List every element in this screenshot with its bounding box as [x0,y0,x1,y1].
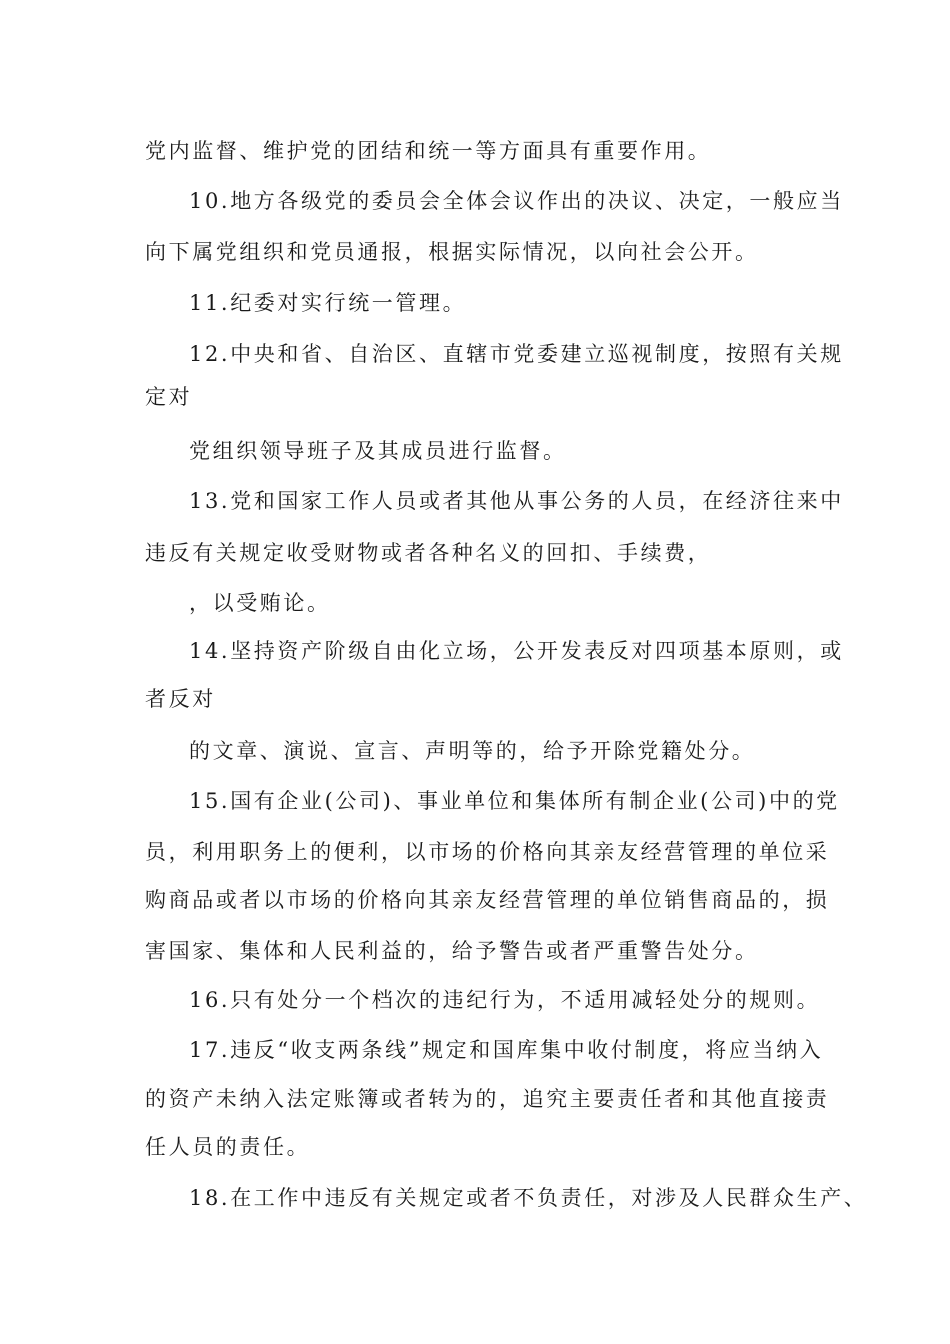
text-line: 10.地方各级党的委员会全体会议作出的决议、决定，一般应当 [189,189,844,213]
text-line: 定对 [145,385,193,409]
text-line: 14.坚持资产阶级自由化立场，公开发表反对四项基本原则，或 [189,639,844,663]
text-line: 害国家、集体和人民利益的，给予警告或者严重警告处分。 [145,939,759,963]
text-line: 党内监督、维护党的团结和统一等方面具有重要作用。 [145,139,712,163]
text-line: 11.纪委对实行统一管理。 [189,291,467,315]
text-line: 购商品或者以市场的价格向其亲友经营管理的单位销售商品的，损 [145,888,830,912]
text-line: 12.中央和省、自治区、直辖市党委建立巡视制度，按照有关规 [189,342,844,366]
text-line: 的文章、演说、宣言、声明等的，给予开除党籍处分。 [189,739,756,763]
text-line: 17.违反“收支两条线”规定和国库集中收付制度，将应当纳入 [189,1038,824,1062]
text-line: 15.国有企业(公司)、事业单位和集体所有制企业(公司)中的党 [189,789,840,813]
text-line: 18.在工作中违反有关规定或者不负责任，对涉及人民群众生产、 [189,1186,868,1210]
text-line: 16.只有处分一个档次的违纪行为，不适用减轻处分的规则。 [189,988,821,1012]
text-line: 的资产未纳入法定账簿或者转为的，追究主要责任者和其他直接责 [145,1087,830,1111]
text-line: 向下属党组织和党员通报，根据实际情况，以向社会公开。 [145,240,759,264]
text-line: 违反有关规定收受财物或者各种名义的回扣、手续费， [145,541,712,565]
text-line: ，以受贿论。 [189,591,331,615]
text-line: 党组织领导班子及其成员进行监督。 [189,439,567,463]
text-line: 员，利用职务上的便利，以市场的价格向其亲友经营管理的单位采 [145,840,830,864]
text-line: 任人员的责任。 [145,1135,311,1159]
text-line: 13.党和国家工作人员或者其他从事公务的人员，在经济往来中 [189,489,844,513]
text-line: 者反对 [145,687,216,711]
